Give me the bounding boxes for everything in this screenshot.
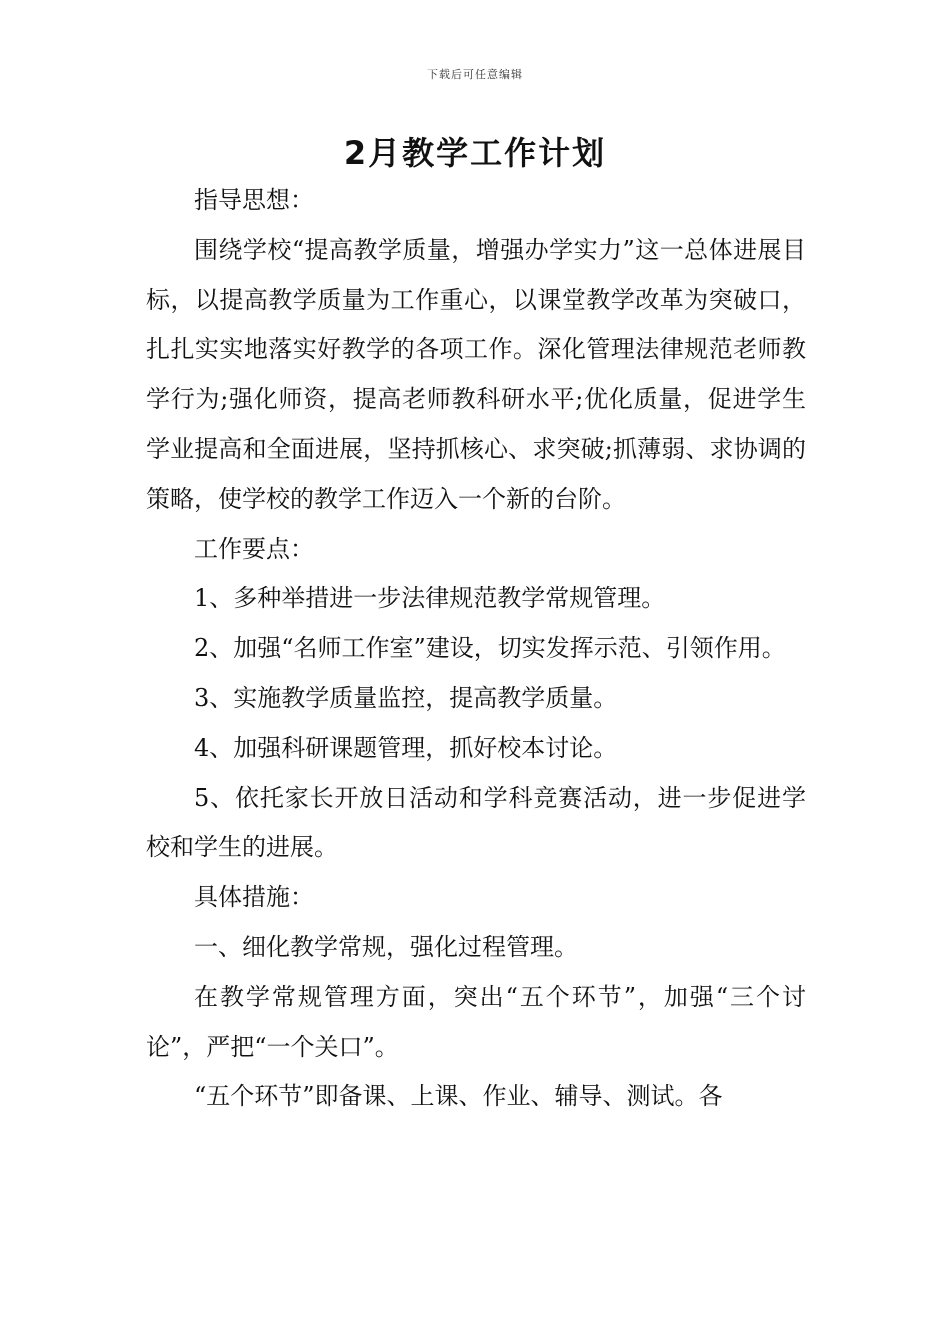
paragraph-key-point-4: 4、加强科研课题管理，抓好校本讨论。 bbox=[194, 733, 618, 762]
paragraph-key-point-1: 1、多种举措进一步法律规范教学常规管理。 bbox=[194, 584, 666, 613]
paragraph-measures-heading: 具体措施： bbox=[194, 883, 314, 912]
paragraph-key-points-heading: 工作要点： bbox=[194, 534, 314, 563]
paragraph-key-point-5: 5、依托家长开放日活动和学科竞赛活动，进一步促进学校和学生的进展。 bbox=[146, 783, 806, 862]
paragraph-guiding-heading: 指导思想： bbox=[194, 186, 314, 214]
document-title: 2月教学工作计划 bbox=[343, 134, 607, 172]
paragraph-key-point-3: 3、实施教学质量监控，提高教学质量。 bbox=[194, 683, 618, 712]
paragraph-guiding-text: 围绕学校“提高教学质量，增强办学实力”这一总体进展目标，以提高教学质量为工作重心，以课堂教学改革为突破口，扎扎实实地落实好教学的各项工作。深化管理法律规范老师教学行为;强化师资，提高老师教科研水平;优化质量，促进学生学业提高和全面进展，坚持抓核心、求突破;抓薄弱、求协调的策略，使学校的教学工作迈入一个新的台阶。 bbox=[146, 235, 806, 513]
paragraph-five-links: “五个环节”即备课、上课、作业、辅导、测试。各 bbox=[194, 1082, 723, 1111]
header-note: 下载后可任意编辑 bbox=[427, 68, 523, 81]
document-body bbox=[146, 176, 806, 1122]
paragraph-key-point-2: 2、加强“名师工作室”建设，切实发挥示范、引领作用。 bbox=[194, 634, 786, 663]
paragraph-routine-management: 在教学常规管理方面，突出“五个环节”，加强“三个讨论”，严把“一个关口”。 bbox=[146, 982, 806, 1061]
paragraph-measure-1: 一、细化教学常规，强化过程管理。 bbox=[194, 932, 578, 961]
